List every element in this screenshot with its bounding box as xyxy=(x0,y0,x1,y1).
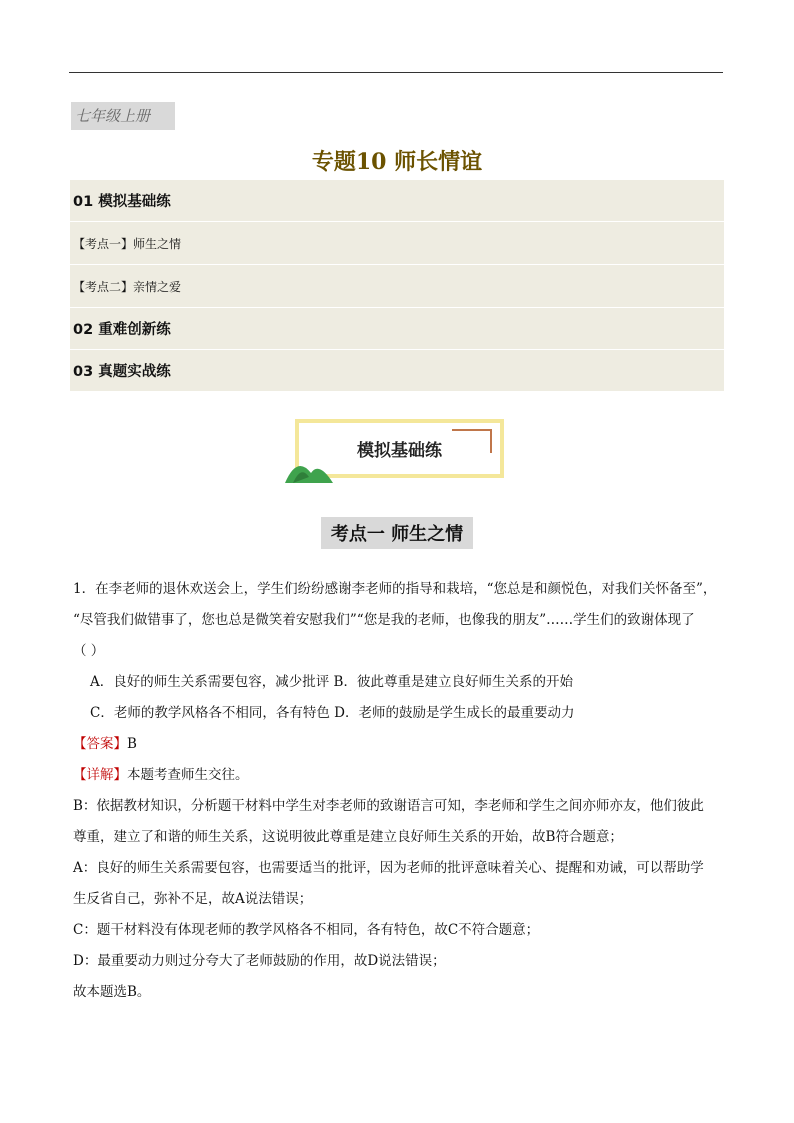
section-title: 考点一 师生之情 xyxy=(321,517,473,549)
answer-tag: 【答案】 xyxy=(73,736,127,752)
explanation-text: A：良好的师生关系需要包容，也需要适当的批评，因为老师的批评意味着关心、提醒和劝诫，可以帮助学 xyxy=(73,860,704,876)
toc-item-label: 02 重难创新练 xyxy=(73,322,171,338)
toc-item-label: 01 模拟基础练 xyxy=(73,194,171,210)
explanation-text: B：依据教材知识，分析题干材料中学生对李老师的致谢语言可知，李老师和学生之间亦师亦友，他们彼此 xyxy=(73,798,704,814)
explanation-text: 生反省自己，弥补不足，故A说法错误； xyxy=(73,891,313,907)
toc-item-real-exam[interactable] xyxy=(70,350,724,392)
toc-item-point-two[interactable] xyxy=(70,265,724,308)
grade-tag: 七年级上册 xyxy=(71,102,175,130)
question-text: “尽管我们做错事了，您也总是微笑着安慰我们”“您是我的老师，也像我的朋友”……学生们的致谢体现了 xyxy=(73,612,695,628)
detail-intro: 本题考查师生交往。 xyxy=(127,767,249,783)
question-options: A．良好的师生关系需要包容，减少批评 B．彼此尊重是建立良好师生关系的开始 xyxy=(90,674,573,690)
header-rule xyxy=(69,72,723,73)
explanation-text: D：最重要动力则过分夸大了老师鼓励的作用，故D说法错误； xyxy=(73,953,446,969)
table-of-contents xyxy=(70,180,724,392)
hills-icon xyxy=(285,455,335,485)
answer-line xyxy=(73,729,725,760)
detail-tag: 【详解】 xyxy=(73,767,127,783)
conclusion-text: 故本题选B。 xyxy=(73,984,151,1000)
toc-item-basic[interactable] xyxy=(70,180,724,222)
explanation-text: 尊重，建立了和谐的师生关系，这说明彼此尊重是建立良好师生关系的开始，故B符合题意； xyxy=(73,829,623,845)
toc-item-point-one[interactable] xyxy=(70,222,724,265)
toc-item-label: 【考点二】亲情之爱 xyxy=(73,279,182,294)
toc-item-innovation[interactable] xyxy=(70,308,724,350)
question-options: C．老师的教学风格各不相同，各有特色 D．老师的鼓励是学生成长的最重要动力 xyxy=(90,705,575,721)
answer-value: B xyxy=(127,736,137,752)
banner-label: 模拟基础练 xyxy=(357,441,442,461)
question-text: 1．在李老师的退休欢送会上，学生们纷纷感谢李老师的指导和栽培，“您总是和颜悦色，对我们关怀备至”， xyxy=(73,581,717,597)
toc-item-label: 03 真题实战练 xyxy=(73,364,171,380)
page-title: 专题10 师长情谊 xyxy=(311,149,483,175)
question-blank: （ ） xyxy=(73,643,105,659)
explanation-text: C：题干材料没有体现老师的教学风格各不相同，各有特色，故C不符合题意； xyxy=(73,922,540,938)
toc-item-label: 【考点一】师生之情 xyxy=(73,236,182,251)
detail-line xyxy=(73,760,725,791)
question-content xyxy=(73,574,725,1008)
